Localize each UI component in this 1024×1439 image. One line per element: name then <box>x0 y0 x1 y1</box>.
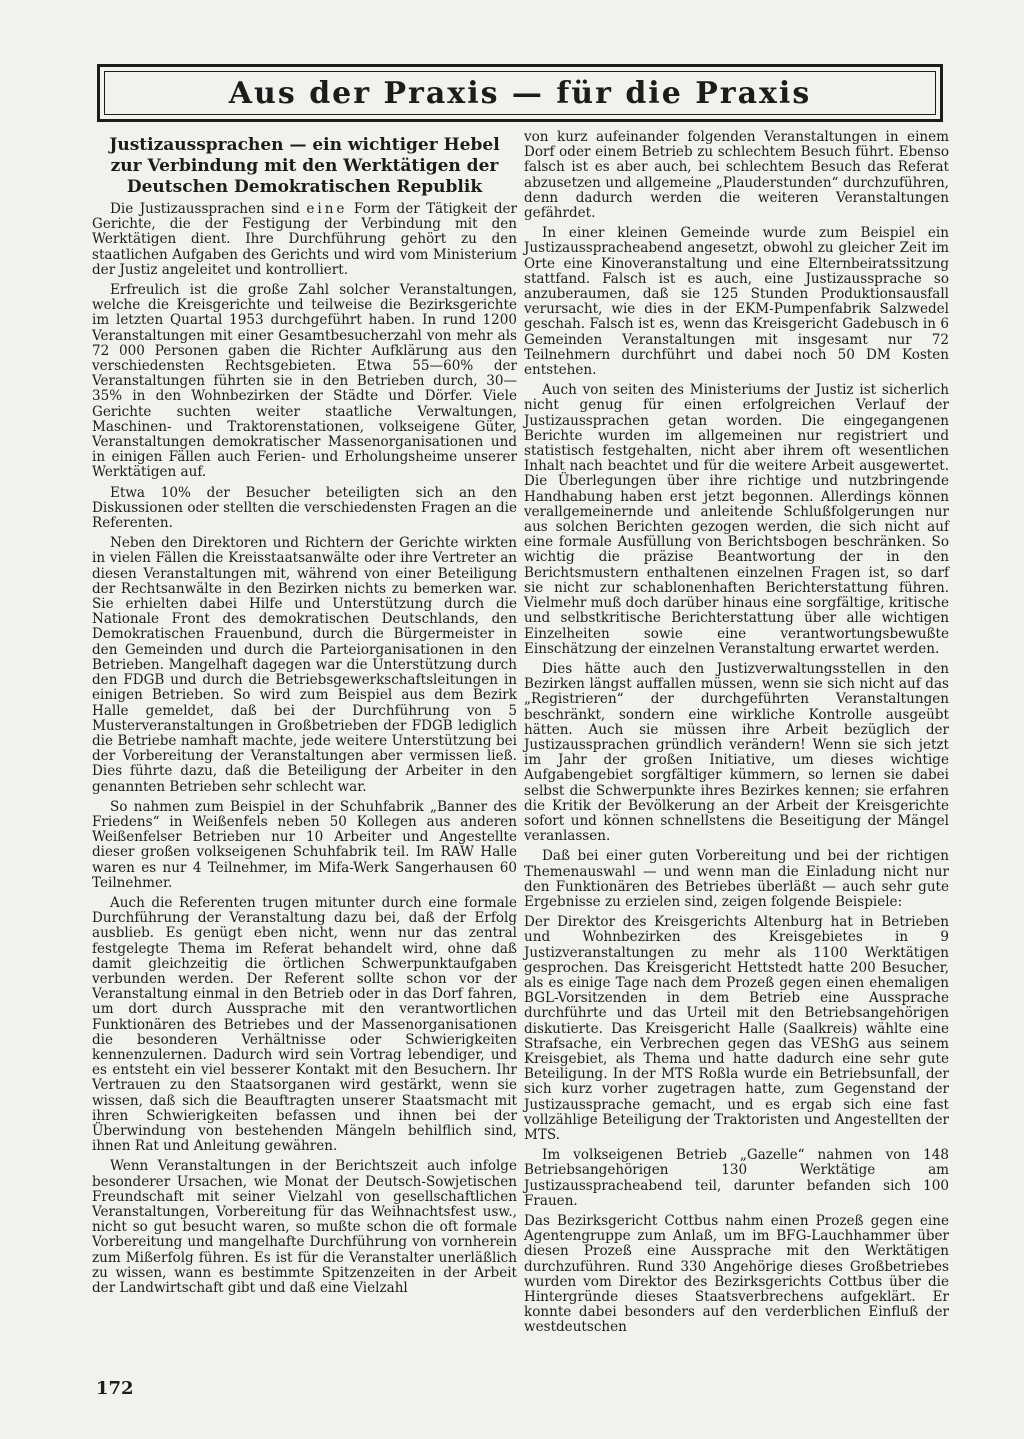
paragraph: Auch die Referenten trugen mitunter durch eine formale Durchführung der Veranstaltung dazu bei, daß der Erfolg ausblieb. Es genügt eben nicht, wenn nur das zentral festgelegte Thema im Referat behandelt wird, ohne daß damit gleichzeitig die örtlichen Schwerpunktaufgaben verbunden werden. Der Referent sollte schon vor der Veranstaltung einmal in den Betrieb oder in das Dorf fahren, um dort durch Aussprache mit den verantwortlichen Funktionären des Betriebes und der Massenorganisationen die besonderen Verhältnisse oder Schwierigkeiten kennenzulernen. Dadurch wird sein Vortrag lebendiger, und es entsteht ein viel besserer Kontakt mit den Besuchern. Ihr Vertrauen zu den Staatsorganen wird gestärkt, wenn sie wissen, daß sich die Beauftragten unserer Staatsmacht mit ihren Schwierigkeiten befassen und ihnen bei der Überwindung von bestehenden Mängeln behilflich sind, ihnen Rat und Anleitung gewähren. <box>92 894 517 1155</box>
article-column-left <box>92 130 517 1350</box>
paragraph: Etwa 10% der Besucher beteiligten sich an den Diskussionen oder stellten die verschiedensten Fragen an die Referenten. <box>92 484 517 532</box>
paragraph: Wenn Veranstaltungen in der Berichtszeit auch infolge besonderer Ursachen, wie Monat der Deutsch-Sowjetischen Freundschaft mit seiner Vielzahl von gesellschaftlichen Veranstaltungen, Vorbereitung für das Weihnachtsfest usw., nicht so gut besucht waren, so mußte schon die oft formale Vorbereitung und mangelhafte Durchführung von vornherein zum Mißerfolg führen. Es ist für die Veranstalter unerläßlich zu wissen, wann es bestimmte Spitzenzeiten in der Arbeit der Landwirtschaft gibt und daß eine Vielzahl <box>92 1158 517 1297</box>
paragraph: In einer kleinen Gemeinde wurde zum Beispiel ein Justizausspracheabend angesetzt, obwohl zu gleicher Zeit im Orte eine Kinoveranstaltung und eine Elternbeiratssitzung stattfand. Falsch ist es auch, eine Justizaussprache so anzuberaumen, daß sie 125 Stunden Produktionsausfall verursacht, wie dies in der EKM-Pumpenfabrik Salzwedel geschah. Falsch ist es, wenn das Kreisgericht Gadebusch in 6 Gemeinden Veranstaltungen mit insgesamt nur 72 Teilnehmern durchführt und dabei noch 50 DM Kosten entstehen. <box>524 225 949 379</box>
article-column-right <box>524 130 949 1350</box>
section-title: Aus der Praxis — für die Praxis <box>228 75 812 111</box>
emphasized-word: eine <box>306 201 348 217</box>
paragraph: Daß bei einer guten Vorbereitung und bei der richtigen Themenauswahl — und wenn man die Einladung nicht nur den Funktionären des Betriebes überläßt — auch sehr gute Ergebnisse zu erzielen sind, zeigen folgende Beispiele: <box>524 848 949 910</box>
paragraph: Der Direktor des Kreisgerichts Altenburg hat in Betrieben und Wohnbezirken des Kreisgebietes in 9 Justizveranstaltungen zu mehr als 1100 Werktätigen gesprochen. Das Kreisgericht Hettstedt hatte 200 Besucher, als es einige Tage nach dem Prozeß gegen einen ehemaligen BGL-Vorsitzenden in dem Betrieb eine Aussprache durchführte und das Urteil mit den Betriebsangehörigen diskutierte. Das Kreisgericht Halle (Saalkreis) wählte eine Strafsache, ein Verbrechen gegen das VEShG aus seinem Kreisgebiet, als Thema und hatte dadurch eine sehr gute Beteiligung. In der MTS Roßla wurde ein Betriebsunfall, der sich kurz vorher zugetragen hatte, zum Gegenstand der Justizaussprache gemacht, und es ergab sich eine fast vollzählige Beteiligung der Traktoristen und Angestellten der MTS. <box>524 914 949 1143</box>
paragraph: Auch von seiten des Ministeriums der Justiz ist sicherlich nicht genug für einen erfolgreichen Verlauf der Justizaussprachen getan worden. Die eingegangenen Berichte wurden im allgemeinen nur registriert und statistisch festgehalten, nicht aber ihrem oft wesentlichen Inhalt nach beachtet und für die weitere Arbeit ausgewertet. Die Überlegungen über ihre richtige und nutzbringende Handhabung haben erst jetzt begonnen. Allerdings können verallgemeinernde und anleitende Schlußfolgerungen nur aus solchen Berichten gezogen werden, die sich nicht auf eine formale Ausfüllung von Berichtsbogen beschränken. So wichtig die präzise Beantwortung der in den Berichtsmustern enthaltenen einzelnen Fragen ist, so darf sie nicht zur schablonenhaften Berichterstattung führen. Vielmehr muß doch darüber hinaus eine sorgfältige, kritische und selbstkritische Berichterstattung über alle wichtigen Einzelheiten sowie eine verantwortungsbewußte Einschätzung der einzelnen Veranstaltung erwartet werden. <box>524 382 949 657</box>
section-banner <box>97 64 943 122</box>
paragraph: Das Bezirksgericht Cottbus nahm einen Prozeß gegen eine Agentengruppe zum Anlaß, um im BFG-Lauchhammer über diesen Prozeß eine Aussprache mit den Werktätigen durchzuführen. Rund 330 Angehörige dieses Großbetriebes wurden vom Direktor des Bezirksgerichts Cottbus über die Hintergründe dieses Staatsverbrechens aufgeklärt. Er konnte dabei besonders auf den verderblichen Einfluß der westdeutschen <box>524 1213 949 1336</box>
paragraph: Erfreulich ist die große Zahl solcher Veranstaltungen, welche die Kreisgerichte und teilweise die Bezirksgerichte im letzten Quartal 1953 durchgeführt haben. In rund 1200 Veranstaltungen mit einer Gesamtbesucherzahl von mehr als 72 000 Personen gaben die Richter Aufklärung aus den verschiedensten Rechtsgebieten. Etwa 55—60% der Veranstaltungen führten sie in den Betrieben durch, 30—35% in den Wohnbezirken der Städte und Dörfer. Viele Gerichte suchten weiter staatliche Verwaltungen, Maschinen- und Traktorenstationen, volkseigene Güter, Veranstaltungen demokratischer Massenorganisationen und in einigen Fällen auch Ferien- und Erholungsheime unserer Werktätigen auf. <box>92 282 517 481</box>
paragraph: Neben den Direktoren und Richtern der Gerichte wirkten in vielen Fällen die Kreisstaatsanwälte oder ihre Vertreter an diesen Veranstaltungen mit, während von einer Beteiligung der Rechtsanwälte in den Bezirken nichts zu bemerken war. Sie erhielten dabei Hilfe und Unterstützung durch die Nationale Front des demokratischen Deutschlands, den Demokratischen Frauenbund, durch die Bürgermeister in den Gemeinden und durch die Parteiorganisationen in den Betrieben. Mangelhaft dagegen war die Unterstützung durch den FDGB und durch die Betriebsgewerkschaftsleitungen in einigen Betrieben. So wird zum Beispiel aus dem Bezirk Halle gemeldet, daß bei der Durchführung von 5 Musterveranstaltungen in Großbetrieben der FDGB lediglich die Betriebe namhaft machte, jede weitere Unterstützung bei der Vorbereitung der Veranstaltungen aber vermissen ließ. Dies führte dazu, daß die Beteiligung der Arbeiter in den genannten Betrieben sehr schlecht war. <box>92 535 517 795</box>
paragraph: Im volkseigenen Betrieb „Gazelle“ nahmen von 148 Betriebsangehörigen 130 Werktätige am Justizausspracheabend teil, darunter befanden sich 100 Frauen. <box>524 1147 949 1209</box>
paragraph-text: Die Justizaussprachen sind <box>110 201 300 217</box>
article-headline: Justizaussprachen — ein wichtiger Hebel zur Verbindung mit den Werktätigen der Deutschen Demokratischen Republik <box>109 135 500 197</box>
section-banner-frame <box>104 71 936 115</box>
paragraph-text: Form der Tätigkeit der Gerichte, die der Festigung der Verbindung mit den Werktätigen dient. Ihre Durchführung gehört zu den staatlichen Aufgaben des Gerichts und wird vom Ministerium der Justiz angeleitet und kontrolliert. <box>92 201 517 278</box>
paragraph: So nahmen zum Beispiel in der Schuhfabrik „Banner des Friedens“ in Weißenfels neben 50 Kollegen aus anderen Weißenfelser Betrieben nur 10 Arbeiter und Angestellte dieser großen volkseigenen Schuhfabrik teil. Im RAW Halle waren es nur 4 Teilnehmer, im Mifa-Werk Sangerhausen 60 Teilnehmer. <box>92 798 517 891</box>
paragraph <box>92 202 517 278</box>
page-number: 172 <box>96 1378 134 1399</box>
paragraph: Dies hätte auch den Justizverwaltungsstellen in den Bezirken längst auffallen müssen, wenn sie sich nicht auf das „Registrieren“ der durchgeführten Veranstaltungen beschränkt, sondern eine wirkliche Kontrolle ausgeübt hätten. Auch sie müssen ihre Arbeit bezüglich der Justizaussprachen gründlich verändern! Wenn sie sich jetzt im Jahr der großen Initiative, um dieses wichtige Aufgabengebiet sorgfältiger kümmern, so lernen sie dabei selbst die Schwerpunkte ihres Bezirkes kennen; sie erfahren die Kritik der Bevölkerung an der Arbeit der Kreisgerichte sofort und können schnellstens die Beseitigung der Mängel veranlassen. <box>524 660 949 845</box>
paragraph: von kurz aufeinander folgenden Veranstaltungen in einem Dorf oder einem Betrieb zu schlechtem Besuch führt. Ebenso falsch ist es aber auch, bei schlechtem Besuch das Referat abzusetzen und allgemeine „Plauderstunden“ durchzuführen, denn dadurch werden die weiteren Veranstaltungen gefährdet. <box>524 129 949 222</box>
